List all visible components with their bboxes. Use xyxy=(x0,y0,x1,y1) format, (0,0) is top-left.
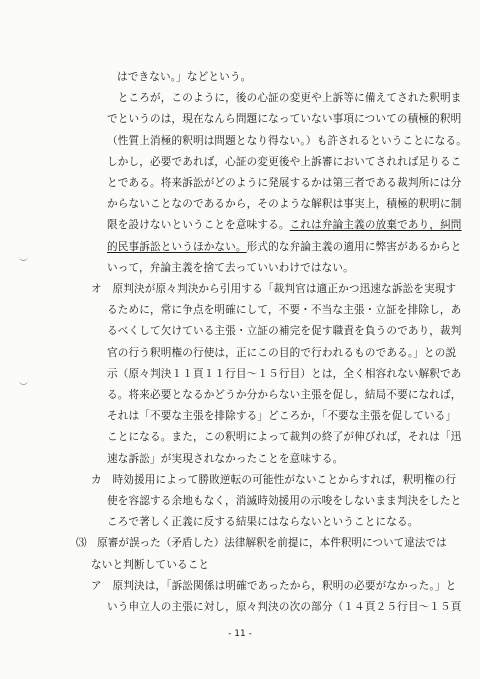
text-line xyxy=(107,218,462,232)
text-segment: 形式的な弁論主義の適用に弊害があるからと xyxy=(246,240,462,253)
section-heading: ⑶ 原審が誤った（矛盾した）法律解釈を前提に，本件釈明について違法では xyxy=(76,537,447,550)
text-line: はできない。」などという。 xyxy=(117,71,252,83)
text-line: （性質上消極的釈明は問題となり得ない。）も許されるということになる。 xyxy=(107,134,467,147)
text-line xyxy=(107,240,462,254)
text-line: でというのは，現在なんら問題になっていない事項についての積極的釈明 xyxy=(107,113,462,126)
binding-hole-mark xyxy=(19,256,28,261)
text-line: ないと判断していること xyxy=(91,558,210,571)
text-line: 速な訴訟」が実現されなかったことを意味する。 xyxy=(107,452,344,465)
text-line: るために，常に争点を明確にして，不要・不当な主張・立証を排除し，あ xyxy=(107,304,462,317)
text-line: るべくして欠けている主張・立証の補完を促す職責を負うのであり，裁判 xyxy=(107,325,462,338)
text-segment: 限を設けないということを意味する。 xyxy=(107,219,290,232)
text-line: る。将来必要となるかどうか分からない主張を促し，結局不要になれば， xyxy=(107,389,462,401)
text-line: ころで著しく正義に反する結果にはならないということになる。 xyxy=(107,516,419,529)
text-line: カ 時効援用によって勝敗逆転の可能性がないことからすれば，釈明権の行 xyxy=(91,473,457,486)
text-line: いって，弁論主義を捨て去っていいわけではない。 xyxy=(107,261,354,274)
text-line: しかし，必要であれば，心証の変更後や上訴審においてされれば足りるこ xyxy=(107,155,462,168)
text-line: いう申立人の主張に対し，原々判決の次の部分（１４頁２５行目～１５頁 xyxy=(107,601,462,613)
underlined-passage: 的民事訴訟というほかない。 xyxy=(107,240,247,253)
text-line: 示（原々判決１１頁１１行目～１５行目）とは，全く相容れない解釈であ xyxy=(107,367,462,380)
text-line: 官の行う釈明権の行使は，正にこの目的で行われるものである。」との説 xyxy=(107,346,457,359)
text-line: からないことなのであるから，そのような解釈は事実上，積極的釈明に制 xyxy=(107,198,462,211)
text-line: オ 原判決が原々判決から引用する「裁判官は適正かつ迅速な訴訟を実現す xyxy=(91,283,457,295)
text-line: ことになる。また，この釈明によって裁判の終了が伸びれば，それは「迅 xyxy=(107,431,462,444)
page-number: - 11 - xyxy=(228,629,252,640)
text-line: とである。将来訴訟がどのように発展するかは第三者である裁判所には分 xyxy=(107,177,462,189)
underlined-passage: これは弁論主義の放棄であり，糾問 xyxy=(289,219,462,232)
text-line: 使を容認する余地もなく，消滅時効援用の示唆をしないまま判決をしたと xyxy=(107,495,462,507)
text-line: ア 原判決は，「訴訟関係は明確であったから，釈明の必要がなかった。」と xyxy=(91,579,457,592)
binding-hole-mark xyxy=(19,380,28,385)
text-line: ところが，このように，後の心証の変更や上訴等に備えてされた釈明ま xyxy=(107,92,462,105)
text-line: それは「不要な主張を排除する」どころか，「不要な主張を促している」 xyxy=(107,410,457,423)
